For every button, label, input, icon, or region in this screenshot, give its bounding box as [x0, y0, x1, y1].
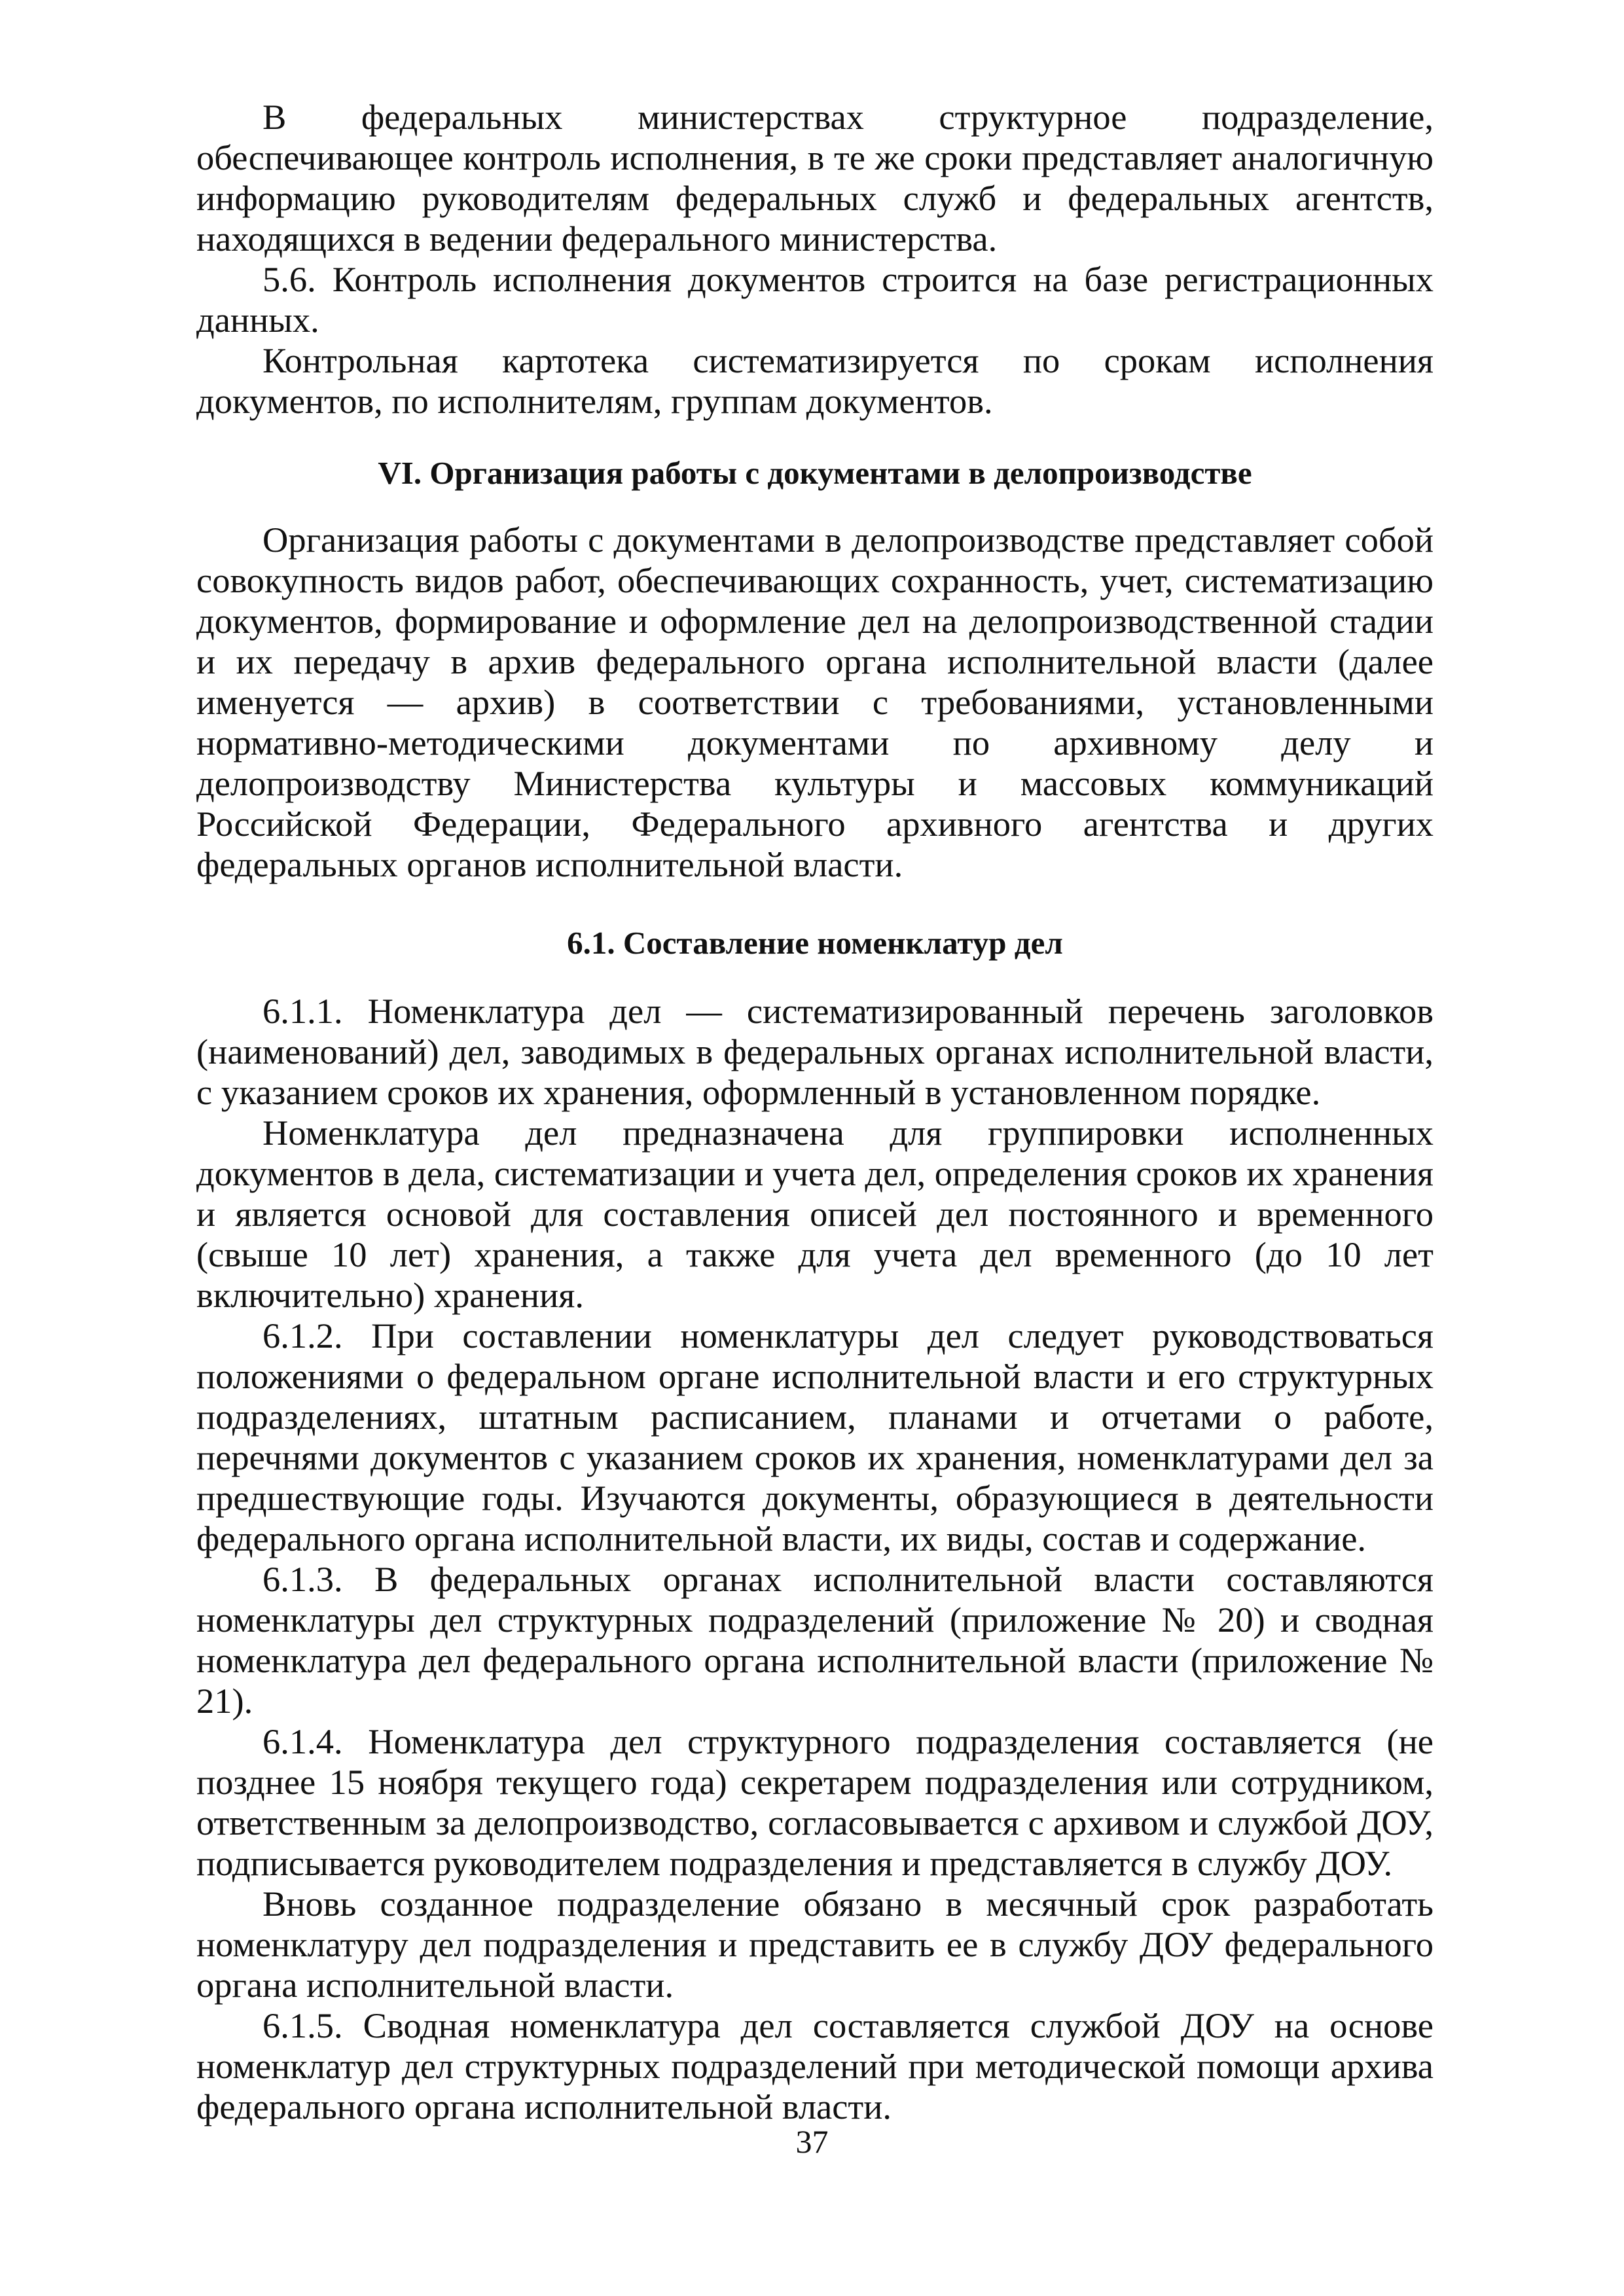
paragraph-6-1-4: 6.1.4. Номенклатура дел структурного подразделения составляется (не позднее 15 ноября текущего года) секретарем подразделения или сотрудником, ответственным за делопроизводство, согласовывается с архивом и службой ДОУ, подписывается руководителем подразделения и представляется в службу ДОУ. [196, 1721, 1434, 1883]
paragraph-ministries: В федеральных министерствах структурное подразделение, обеспечивающее контроль исполнения, в те же сроки представляет аналогичную информацию руководителям федеральных служб и федеральных агентств, находящихся в ведении федерального министерства. [196, 97, 1434, 259]
paragraph-section-vi: Организация работы с документами в делопроизводстве представляет собой совокупность видов работ, обеспечивающих сохранность, учет, систематизацию документов, формирование и оформление дел на делопроизводственной стадии и их передачу в архив федерального органа исполнительной власти (далее именуется — архив) в соответствии с требованиями, установленными нормативно-методическими документами по архивному делу и делопроизводству Министерства культуры и массовых коммуникаций Российской Федерации, Федерального архивного агентства и других федеральных органов исполнительной власти. [196, 520, 1434, 884]
subsection-heading-6-1: 6.1. Составление номенклатур дел [567, 925, 1063, 961]
document-page [196, 97, 1434, 2127]
paragraph-6-1-5: 6.1.5. Сводная номенклатура дел составляется службой ДОУ на основе номенклатур дел структурных подразделений при методической помощи архива федерального органа исполнительной власти. [196, 2005, 1434, 2126]
paragraph-card-index: Контрольная картотека систематизируется по срокам исполнения документов, по исполнителям, группам документов. [196, 340, 1434, 421]
paragraph-nomenclature-purpose: Номенклатура дел предназначена для группировки исполненных документов в дела, систематизации и учета дел, определения сроков их хранения и является основой для составления описей дел постоянного и временного (свыше 10 лет) хранения, а также для учета дел временного (до 10 лет включительно) хранения. [196, 1113, 1434, 1315]
section-heading-vi: VI. Организация работы с документами в делопроизводстве [378, 455, 1252, 491]
paragraph-6-1-1: 6.1.1. Номенклатура дел — систематизированный перечень заголовков (наименований) дел, заводимых в федеральных органах исполнительной власти, с указанием сроков их хранения, оформленный в установленном порядке. [196, 991, 1434, 1112]
paragraph-5-6: 5.6. Контроль исполнения документов строится на базе регистрационных данных. [196, 259, 1434, 340]
paragraph-6-1-2: 6.1.2. При составлении номенклатуры дел следует руководствоваться положениями о федеральном органе исполнительной власти и его структурных подразделениях, штатным расписанием, планами и отчетами о работе, перечнями документов с указанием сроков их хранения, номенклатурами дел за предшествующие годы. Изучаются документы, образующиеся в деятельности федерального органа исполнительной власти, их виды, состав и содержание. [196, 1316, 1434, 1558]
paragraph-new-subdivision: Вновь созданное подразделение обязано в месячный срок разработать номенклатуру дел подразделения и представить ее в службу ДОУ федерального органа исполнительной власти. [196, 1884, 1434, 2005]
paragraph-6-1-3: 6.1.3. В федеральных органах исполнительной власти составляются номенклатуры дел структурных подразделений (приложение № 20) и сводная номенклатура дел федерального органа исполнительной власти (приложение № 21). [196, 1559, 1434, 1721]
page-number: 37 [795, 2123, 829, 2160]
